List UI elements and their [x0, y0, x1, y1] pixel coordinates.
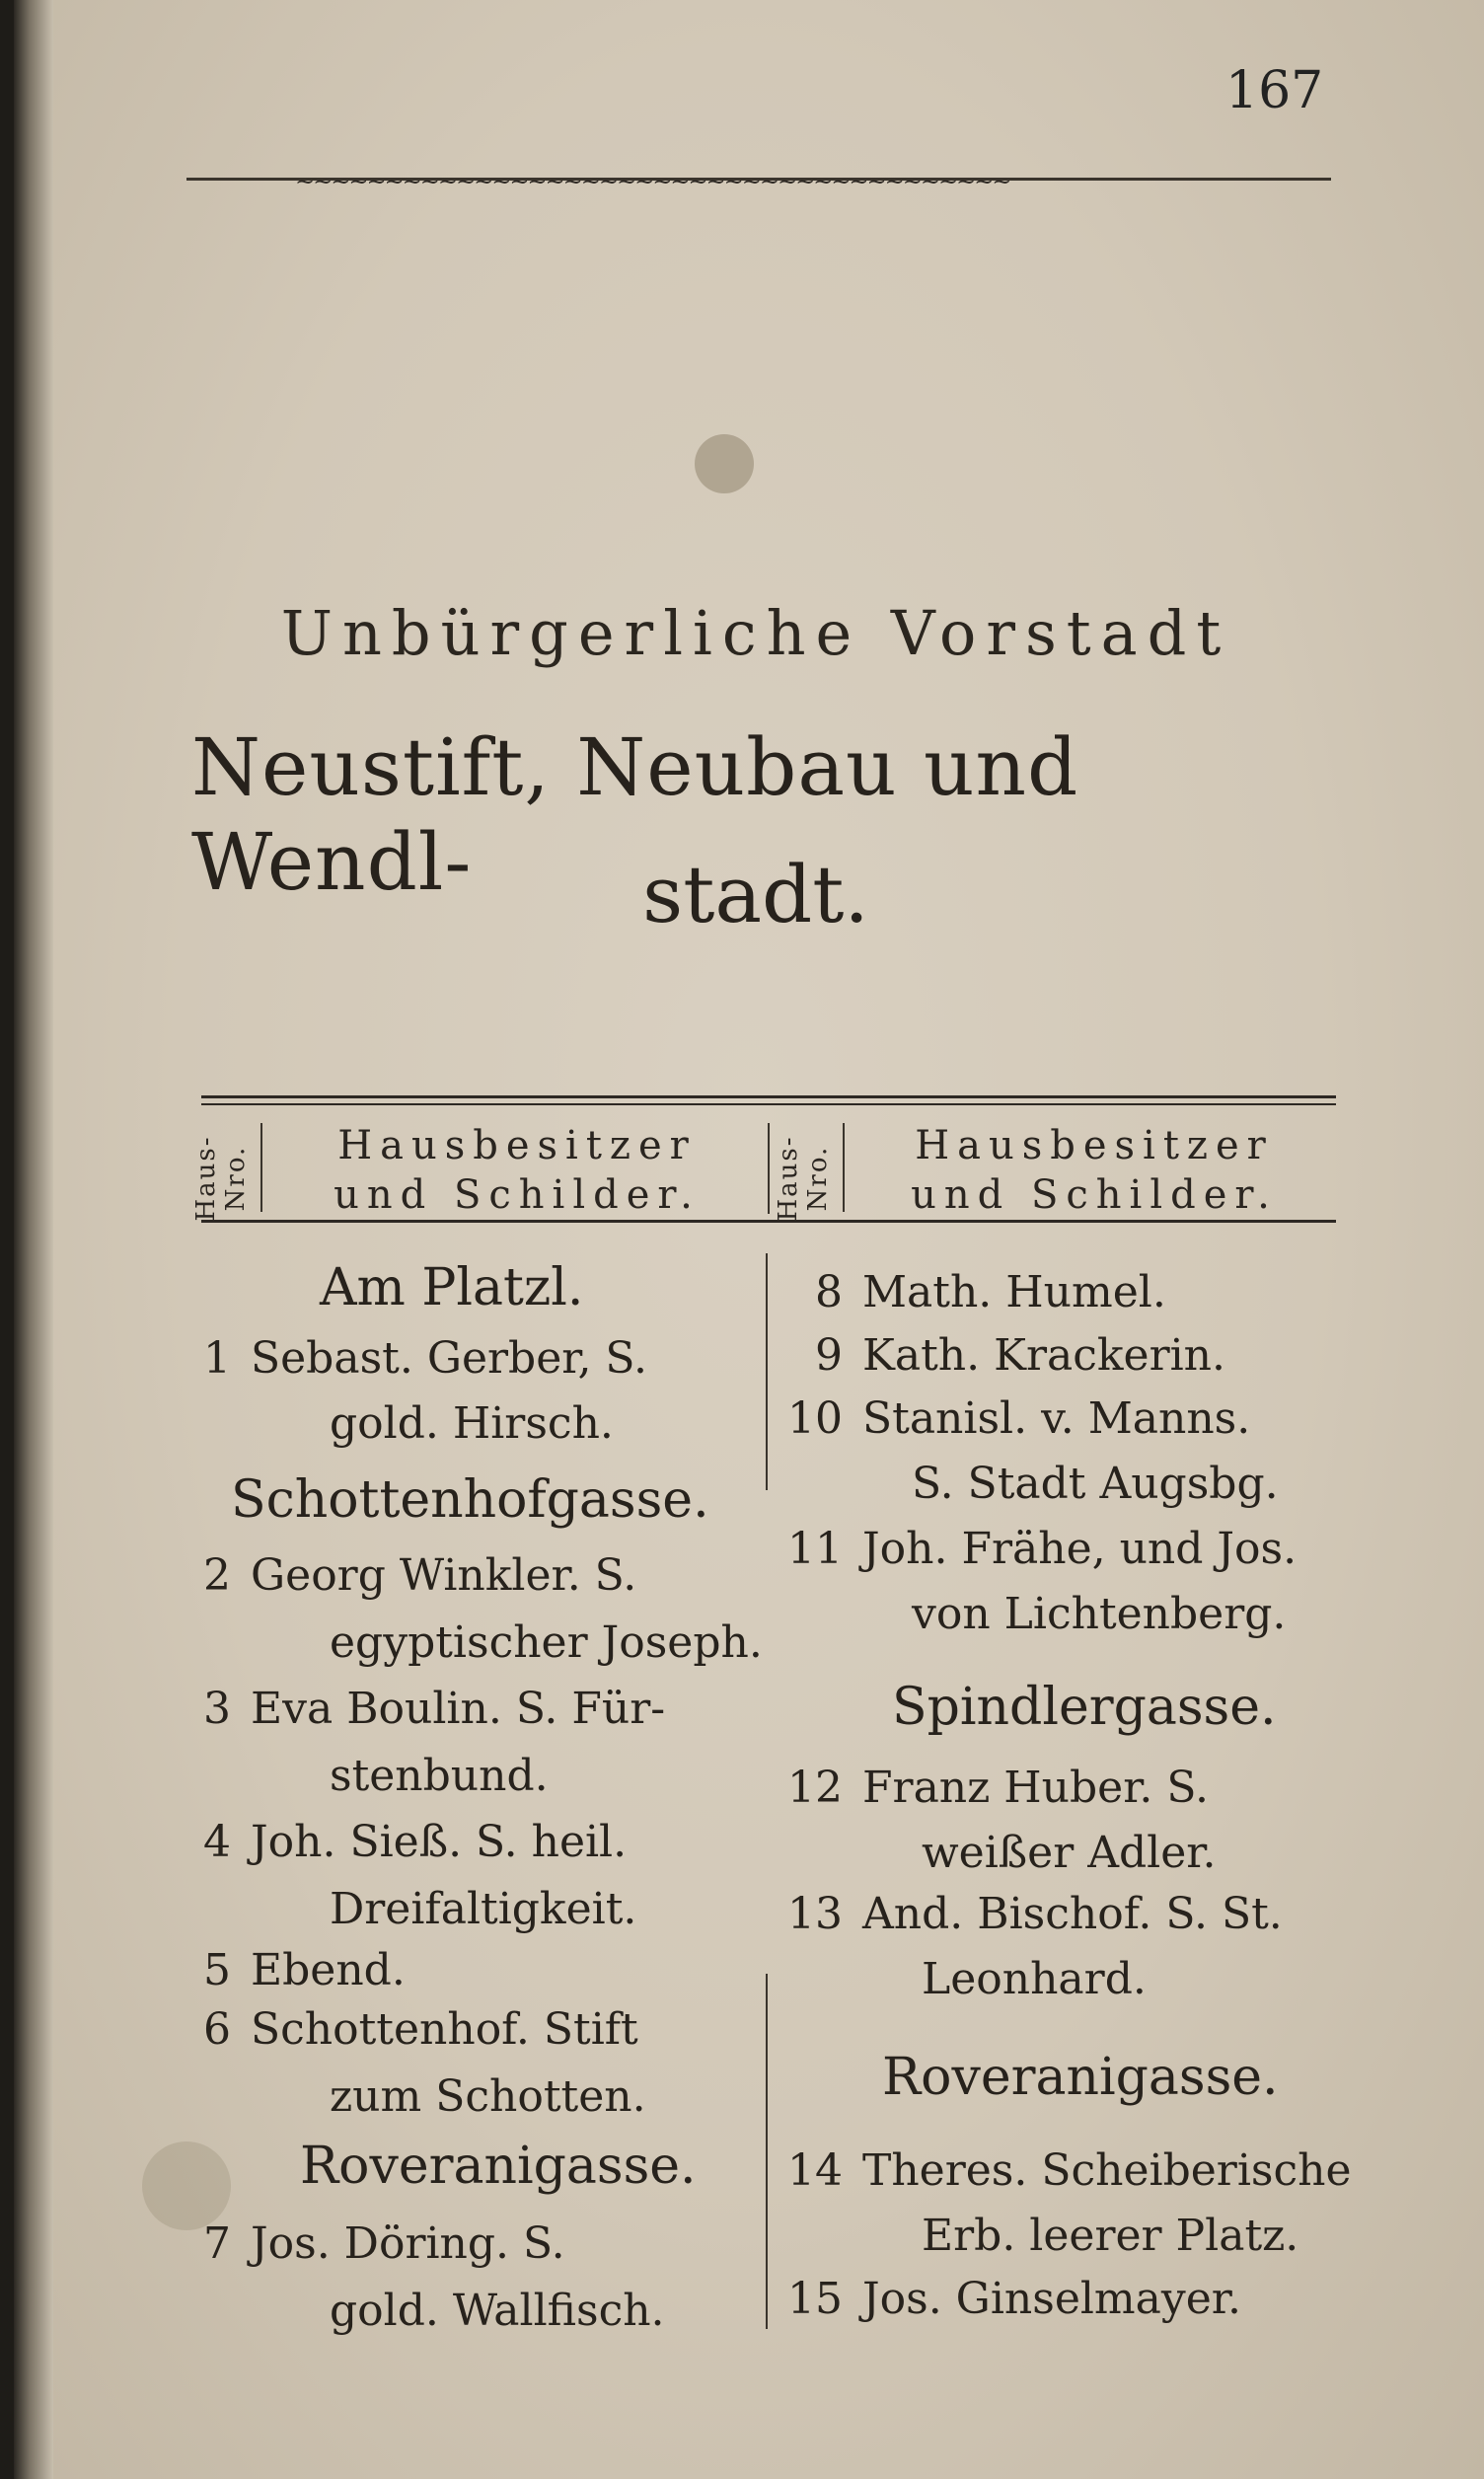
ornament-wave: ~~~~~~~~~~~~~~~~~~~~~~~~~~~~~~~~~~~~~~~~	[295, 168, 1010, 195]
street-heading: Spindlergasse.	[892, 1678, 1277, 1737]
owner-label: Hausbesitzer und Schilder.	[334, 1123, 701, 1218]
section-title-line3: stadt.	[642, 849, 869, 940]
street-heading: Roveranigasse.	[300, 2137, 697, 2196]
section-title-line2: Neustift, Neubau und Wendl-	[191, 721, 1079, 908]
table-header-left	[191, 1113, 764, 1222]
street-heading: Am Platzl.	[320, 1258, 584, 1317]
paper-stain	[695, 434, 754, 493]
table-header-right	[774, 1113, 1336, 1222]
ornamental-rule	[186, 168, 1331, 195]
section-title-line1: Unbürgerliche Vorstadt	[280, 597, 1231, 669]
nro-label: Haus-Nro.	[774, 1135, 833, 1222]
page-number: 167	[1225, 61, 1324, 120]
table-top-rule	[201, 1103, 1336, 1105]
street-heading: Roveranigasse.	[882, 2048, 1279, 2107]
book-page: 167 ~~~~~~~~~~~~~~~~~~~~~~~~~~~~~~~~~~~~~~~~ Unbürgerliche Vorstadt Neustift, Neubau und Wendl- stadt. Haus-Nro. Hausbesitzer und Schilder. Haus-Nro. Hausbesitzer und Schilder. Am Platzl. 1 Sebast. Gerber, S. gold. Hirsch. Schottenhofgasse. 2 Georg Winkler. S. egyptischer Joseph. 3 Eva Boulin. S. Für- stenbund. 4 Joh. Sieß. S. heil. Dreifaltigkeit. 5 Ebend. 6 Schottenhof. Stift zum Schotten. Roveranigasse. 7 Jos. Döring. S. gold. Wallfisch. 8 Math. Humel. 9 Kath. Krackerin. 10 Stanisl. v. Manns. S. Stadt Augsbg. 11 Joh. Frähe, und Jos. von Lichtenberg. Spindlergasse. 12 Franz Huber. S. weißer Adler. 13 And. Bischof. S. St. Leonhard. Roveranigasse. 14 Theres. Scheiberische Erb. leerer Platz. 15 Jos. Ginselmayer.	[14, 0, 1484, 2479]
binding-gutter	[14, 0, 53, 2479]
nro-label: Haus-Nro.	[191, 1135, 251, 1222]
street-heading: Schottenhofgasse.	[231, 1470, 709, 1530]
table-top-rule	[201, 1095, 1336, 1098]
column-separator	[766, 1974, 768, 2329]
column-separator	[766, 1253, 768, 1490]
paper-stain	[142, 2141, 231, 2230]
owner-label: Hausbesitzer und Schilder.	[911, 1123, 1278, 1218]
